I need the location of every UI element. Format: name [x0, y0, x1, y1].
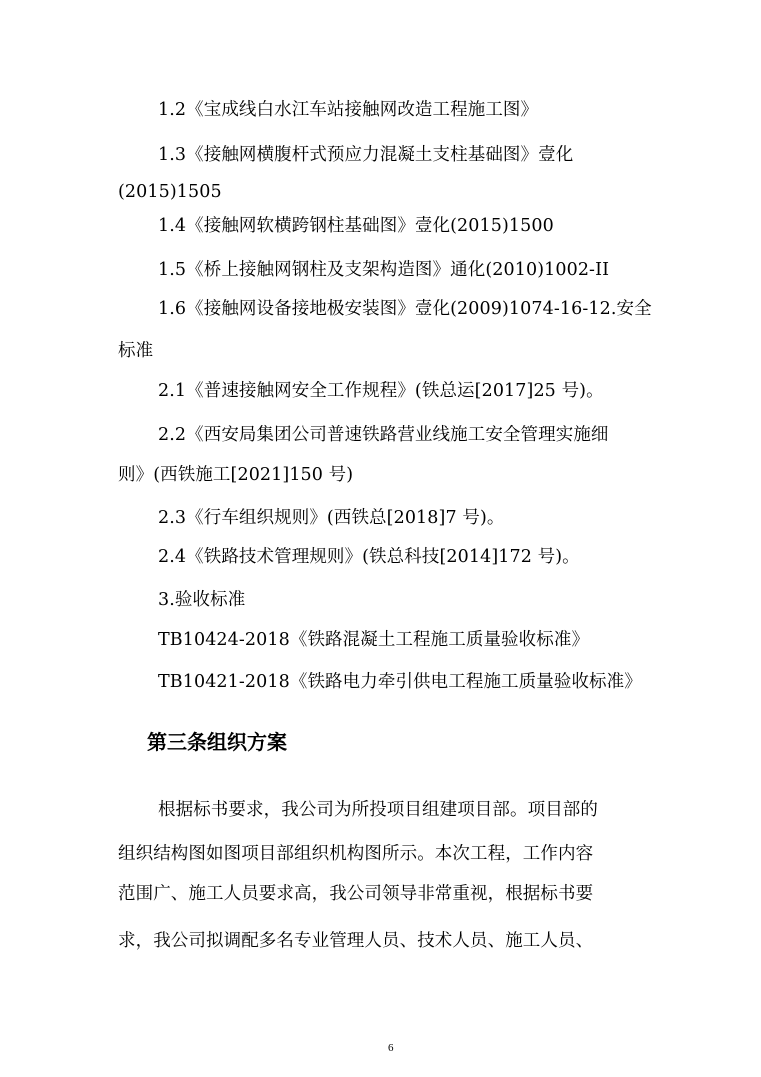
paragraph-line-2: 组织结构图如图项目部组织机构图所示。本次工程，工作内容 — [118, 844, 594, 864]
standard-2-4: 2.4《铁路技术管理规则》(铁总科技[2014]172 号)。 — [158, 547, 580, 567]
acceptance-standard-1: TB10424-2018《铁路混凝土工程施工质量验收标准》 — [158, 630, 590, 650]
paragraph-line-3: 范围广、施工人员要求高，我公司领导非常重视，根据标书要 — [118, 884, 594, 904]
paragraph-line-1: 根据标书要求，我公司为所投项目组建项目部。项目部的 — [158, 800, 598, 820]
paragraph-line-4: 求，我公司拟调配多名专业管理人员、技术人员、施工人员、 — [118, 931, 594, 951]
reference-1-3: 1.3《接触网横腹杆式预应力混凝土支柱基础图》壹化 — [158, 145, 574, 165]
page-number: 6 — [388, 1042, 394, 1054]
standard-2-3: 2.3《行车组织规则》(西铁总[2018]7 号)。 — [158, 508, 505, 528]
standard-2-2-continuation: 则》(西铁施工[2021]150 号) — [118, 465, 354, 485]
acceptance-standard-2: TB10421-2018《铁路电力牵引供电工程施工质量验收标准》 — [158, 672, 642, 692]
section-heading: 第三条组织方案 — [147, 730, 287, 754]
standard-2-1: 2.1《普速接触网安全工作规程》(铁总运[2017]25 号)。 — [158, 381, 604, 401]
reference-1-5: 1.5《桥上接触网钢柱及支架构造图》通化(2010)1002-II — [158, 260, 610, 280]
standard-2-2: 2.2《西安局集团公司普速铁路营业线施工安全管理实施细 — [158, 425, 609, 445]
acceptance-standards-heading: 3.验收标准 — [158, 590, 246, 610]
reference-1-3-continuation: (2015)1505 — [118, 182, 222, 202]
reference-1-4: 1.4《接触网软横跨钢柱基础图》壹化(2015)1500 — [158, 216, 554, 236]
reference-1-6: 1.6《接触网设备接地极安装图》壹化(2009)1074-16-12.安全 — [158, 299, 652, 319]
reference-1-2: 1.2《宝成线白水江车站接触网改造工程施工图》 — [158, 100, 539, 120]
standards-heading: 标准 — [118, 341, 154, 361]
